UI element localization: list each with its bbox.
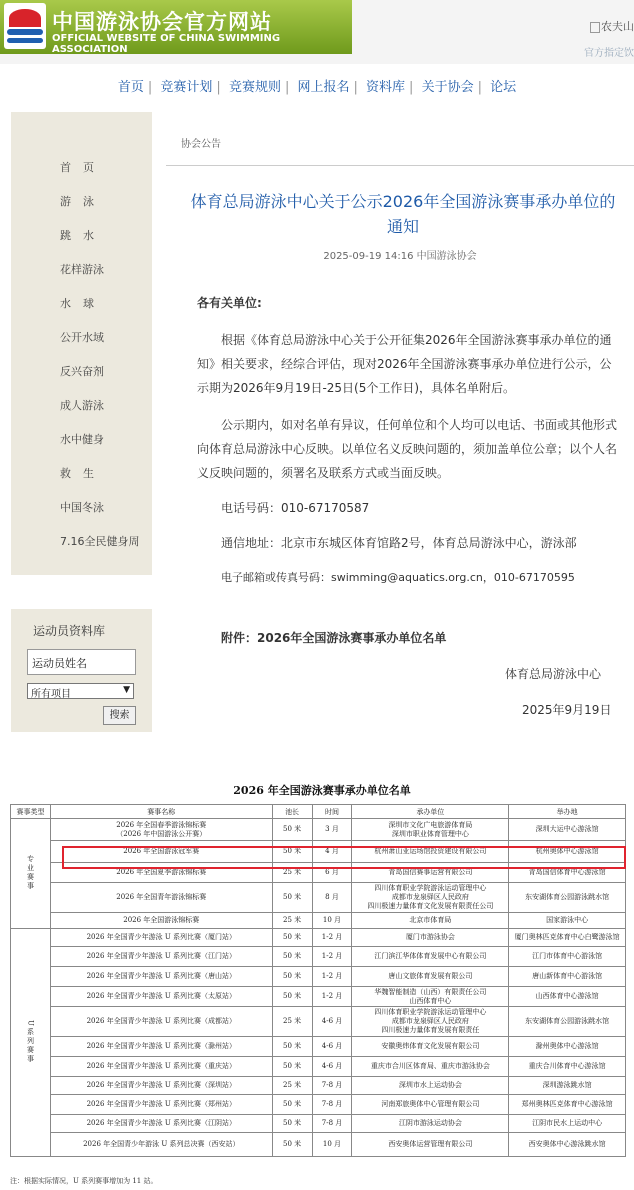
cell-org: 唐山文旅体育发展有限公司 [352,967,509,987]
logo-title-cn: 中国游泳协会官方网站 [52,9,272,34]
cell-time: 4-6 月 [312,1037,352,1057]
table-row [11,1007,626,1037]
cell-org: 西安奥体运营管理有限公司 [352,1133,509,1157]
site-logo[interactable] [0,0,352,54]
cell-org: 重庆市合川区体育局、重庆市游泳协会 [352,1057,509,1077]
table-row [11,929,626,947]
table-note: 注：根据实际情况，U 系列赛事增加为 11 站。 [10,1177,158,1185]
cell-name: 2026 年全国游泳冠军赛 [50,841,272,863]
cell-org: 河南郑旅奥体中心管理有限公司 [352,1095,509,1115]
attachment-table-image [10,782,634,1186]
col-org: 承办单位 [352,805,509,819]
cell-name: 2026 年全国青年游泳锦标赛 [50,883,272,913]
athlete-name-input[interactable]: 运动员姓名 [27,649,136,675]
cell-name: 2026 年全国青少年游泳 U 系列比赛（唐山站） [50,967,272,987]
cell-time: 6 月 [312,863,352,883]
cell-pool: 25 米 [272,1077,312,1095]
cell-time: 1-2 月 [312,987,352,1007]
cell-venue: 国家游泳中心 [509,913,626,929]
cell-pool: 25 米 [272,1007,312,1037]
cell-pool: 25 米 [272,863,312,883]
attachment-label: 附件：2026年全国游泳赛事承办单位名单 [221,631,447,645]
cell-name: 2026 年全国青少年游泳 U 系列比赛（深圳站） [50,1077,272,1095]
table-row [11,819,626,841]
cell-name: 2026 年全国青少年游泳 U 系列比赛（滁州站） [50,1037,272,1057]
cell-venue: 重庆合川体育中心游泳馆 [509,1057,626,1077]
cell-name: 2026 年全国青少年游泳 U 系列总决赛（西安站） [50,1133,272,1157]
cell-org: 江门滨江华体体育发展中心有限公司 [352,947,509,967]
table-row [11,1095,626,1115]
cell-time: 1-2 月 [312,947,352,967]
cell-time: 8 月 [312,883,352,913]
cell-pool: 50 米 [272,1133,312,1157]
main-nav: 首页 | 竞赛计划 | 竞赛规则 | 网上报名 | 资料库 | 关于协会 | 论坛 [117,80,517,95]
sidebar-item-winter[interactable]: 中国冬泳 [60,501,104,514]
paragraph-2: 公示期内，如对名单有异议，任何单位和个人均可以电话、书面或其他形式向体育总局游泳中心反映。以单位名义反映问题的，须加盖单位公章；以个人名义反映问题的，须署名及联系方式或当面反映。 [197,418,618,480]
cell-time: 10 月 [312,1133,352,1157]
sidebar-item-fitness[interactable]: 水中健身 [60,433,104,446]
nav-about[interactable]: 关于协会 [421,80,474,95]
table-row [11,947,626,967]
cell-pool: 50 米 [272,883,312,913]
nav-rules[interactable]: 竞赛规则 [228,80,281,95]
cell-org: 杭州萧山亚运场馆投资建设有限公司 [352,841,509,863]
signer: 体育总局游泳中心 [505,667,602,681]
table-row [11,987,626,1007]
cell-name: 2026 年全国青少年游泳 U 系列比赛（厦门站） [50,929,272,947]
cell-pool: 50 米 [272,1095,312,1115]
chevron-down-icon: ▼ [123,685,130,695]
cell-venue: 深圳大运中心游泳馆 [509,819,626,841]
cell-pool: 50 米 [272,987,312,1007]
breadcrumb[interactable]: 协会公告 [181,139,221,150]
sidebar-item-artistic[interactable]: 花样游泳 [60,263,104,276]
sidebar [11,112,152,575]
category-label: 专业赛事 [26,854,35,891]
article-title: 体育总局游泳中心关于公示2026年全国游泳赛事承办单位的通知 [190,192,616,236]
cell-pool: 50 米 [272,1057,312,1077]
cell-time: 4 月 [312,841,352,863]
table-row [11,1133,626,1157]
cell-org: 深圳市水上运动协会 [352,1077,509,1095]
table-title: 2026 年全国游泳赛事承办单位名单 [233,784,411,797]
cell-time: 3 月 [312,819,352,841]
table-row [11,967,626,987]
cell-name: 2026 年全国青少年游泳 U 系列比赛（江门站） [50,947,272,967]
sidebar-item-waterpolo[interactable]: 水球 [60,297,106,310]
sponsor-subtext: 官方指定饮 [584,48,634,59]
cell-time: 1-2 月 [312,967,352,987]
site-header [0,0,634,64]
cell-pool: 50 米 [272,819,312,841]
category-cell [11,819,51,929]
cell-org: 深圳市文化广电旅游体育局 深圳市职业体育管理中心 [352,819,509,841]
sidebar-item-diving[interactable]: 跳水 [60,229,106,242]
cell-venue: 东安湖体育公园游泳跳水馆 [509,1007,626,1037]
sidebar-item-adult[interactable]: 成人游泳 [60,399,104,412]
article-meta: 2025-09-19 14:16 中国游泳协会 [323,251,477,262]
cell-name: 2026 年全国青少年游泳 U 系列比赛（重庆站） [50,1057,272,1077]
cell-name: 2026 年全国游泳锦标赛 [50,913,272,929]
table-row [11,1077,626,1095]
sponsor-alt-text: 农夫山 [601,20,634,33]
cell-name: 2026 年全国青少年游泳 U 系列比赛（江阴站） [50,1115,272,1133]
cell-pool: 50 米 [272,967,312,987]
cell-venue: 江门市体育中心游泳馆 [509,947,626,967]
logo-title-en: OFFICIAL WEBSITE OF CHINA SWIMMING ASSOCIATION [52,33,281,55]
nav-forum[interactable]: 论坛 [490,80,517,95]
cell-venue: 深圳游泳跳水馆 [509,1077,626,1095]
col-venue: 举办地 [509,805,626,819]
category-cell [11,929,51,1157]
cell-name: 2026 年全国春季游泳锦标赛 （2026 年中国游泳公开赛） [50,819,272,841]
table-row [11,883,626,913]
nav-competition-plan[interactable]: 竞赛计划 [160,80,213,95]
cell-venue: 山西体育中心游泳馆 [509,987,626,1007]
col-name: 赛事名称 [50,805,272,819]
cell-venue: 江阴市民水上运动中心 [509,1115,626,1133]
cell-time: 7-8 月 [312,1095,352,1115]
nav-registration[interactable]: 网上报名 [297,80,350,95]
cell-org: 江阴市游泳运动协会 [352,1115,509,1133]
athlete-database-box [11,609,152,732]
cell-name: 2026 年全国夏季游泳锦标赛 [50,863,272,883]
category-label: U系列赛事 [26,1019,35,1064]
col-pool: 池长 [272,805,312,819]
table-row [11,913,626,929]
sidebar-item-home[interactable]: 首页 [60,161,106,174]
cell-venue: 滁州奥体中心游泳馆 [509,1037,626,1057]
event-select-value: 所有项目 [31,689,71,700]
cell-venue: 厦门奥林匹克体育中心白鹭游泳馆 [509,929,626,947]
table-row [11,1115,626,1133]
cell-time: 1-2 月 [312,929,352,947]
cell-org: 安徽奥炜体育文化发展有限公司 [352,1037,509,1057]
sidebar-item-swimming[interactable]: 游泳 [60,195,106,208]
cell-pool: 50 米 [272,1115,312,1133]
cell-time: 7-8 月 [312,1115,352,1133]
cell-org: 四川体育职业学院游泳运动管理中心 成都市龙泉驿区人民政府 四川极速力量体育文化发展有限责任公司 [352,883,509,913]
table-row [11,1037,626,1057]
nav-home[interactable]: 首页 [117,80,144,95]
contact-address: 通信地址：北京市东城区体育馆路2号，体育总局游泳中心，游泳部 [221,536,577,550]
highlight-box [62,846,626,869]
sidebar-item-fitness-week[interactable]: 7.16全民健身周 [60,535,140,548]
salutation: 各有关单位: [197,296,262,310]
cell-time: 7-8 月 [312,1077,352,1095]
sponsor-banner[interactable] [590,18,634,34]
sidebar-item-lifesaving[interactable]: 救生 [60,467,106,480]
paragraph-1: 根据《体育总局游泳中心关于公开征集2026年全国游泳赛事承办单位的通知》相关要求，经综合评估，现对2026年全国游泳赛事承办单位进行公示，公示期为2026年9月19日-25日(5个工作日)，具体名单附后。 [197,333,612,395]
cell-org: 北京市体育局 [352,913,509,929]
col-type: 赛事类型 [11,805,51,819]
cell-time: 10 月 [312,913,352,929]
cell-venue: 青岛国信体育中心游泳馆 [509,863,626,883]
cell-venue: 郑州奥林匹克体育中心游泳馆 [509,1095,626,1115]
cell-org: 华魏智能制造（山西）有限责任公司 山西体育中心 [352,987,509,1007]
cell-org: 厦门市游泳协会 [352,929,509,947]
cell-venue: 唐山新体育中心游泳馆 [509,967,626,987]
athlete-box-title: 运动员资料库 [33,624,106,638]
sign-date: 2025年9月19日 [522,703,612,717]
nav-database[interactable]: 资料库 [366,80,406,95]
contact-email: 电子邮箱或传真号码：swimming@aquatics.org.cn，010-67170595 [221,571,575,584]
cell-venue: 杭州奥体中心游泳馆 [509,841,626,863]
broken-image-icon [590,22,600,33]
col-time: 时间 [312,805,352,819]
cell-pool: 50 米 [272,841,312,863]
divider [166,165,634,166]
cell-time: 4-6 月 [312,1007,352,1037]
cell-venue: 东安湖体育公园游泳跳水馆 [509,883,626,913]
search-button[interactable]: 搜索 [103,706,136,725]
cell-time: 4-6 月 [312,1057,352,1077]
cell-pool: 50 米 [272,929,312,947]
event-select[interactable] [27,683,134,699]
cell-pool: 50 米 [272,1037,312,1057]
sidebar-item-openwater[interactable]: 公开水域 [60,331,104,344]
cell-name: 2026 年全国青少年游泳 U 系列比赛（成都站） [50,1007,272,1037]
sidebar-item-antidoping[interactable]: 反兴奋剂 [60,365,104,378]
swimming-emblem-icon [4,3,46,49]
table-header-row [11,805,626,819]
cell-org: 青岛国信赛事运营有限公司 [352,863,509,883]
table-row [11,1057,626,1077]
cell-name: 2026 年全国青少年游泳 U 系列比赛（太原站） [50,987,272,1007]
contact-phone: 电话号码：010-67170587 [221,501,370,515]
cell-pool: 50 米 [272,947,312,967]
cell-name: 2026 年全国青少年游泳 U 系列比赛（郑州站） [50,1095,272,1115]
cell-org: 四川体育职业学院游泳运动管理中心 成都市龙泉驿区人民政府 四川极速力量体育发展有限责任 [352,1007,509,1037]
cell-venue: 西安奥体中心游泳跳水馆 [509,1133,626,1157]
cell-pool: 25 米 [272,913,312,929]
